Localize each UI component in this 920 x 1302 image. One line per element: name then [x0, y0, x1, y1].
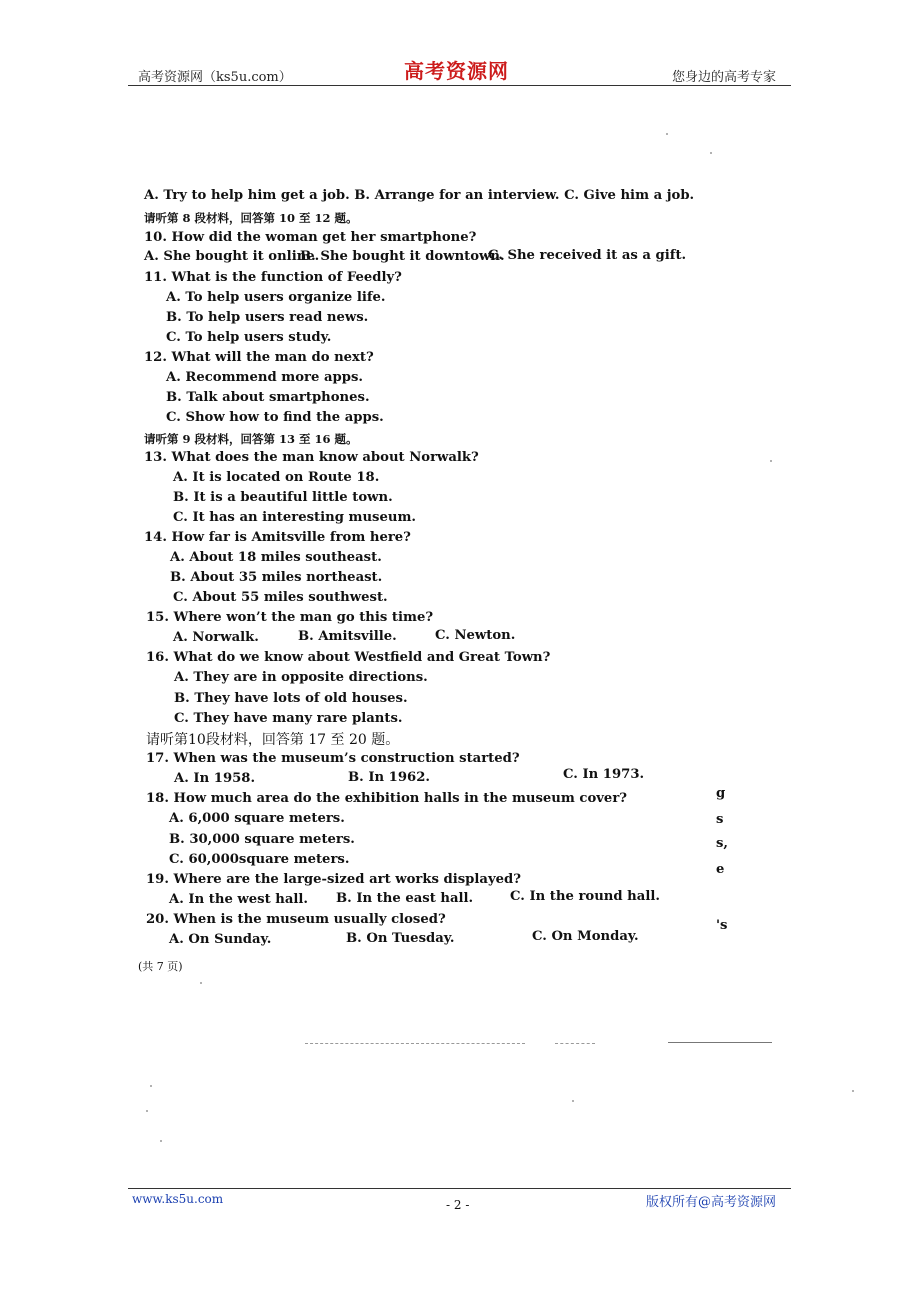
question-18: 18. How much area do the exhibition halls in the museum cover?: [146, 791, 627, 806]
scan-noise-line: [305, 1043, 525, 1044]
q14-option-b: B. About 35 miles northeast.: [170, 570, 383, 585]
q16-option-c: C. They have many rare plants.: [174, 711, 403, 726]
scan-noise-line: [668, 1042, 772, 1043]
scan-speck: [852, 1090, 854, 1092]
question-16: 16. What do we know about Westfield and Great Town?: [146, 650, 551, 665]
footer-site-link[interactable]: www.ks5u.com: [132, 1192, 224, 1206]
scan-speck: [710, 152, 712, 154]
scan-speck: [770, 460, 772, 462]
q10-option-a: A. She bought it online.: [144, 249, 320, 264]
q20-option-c: C. On Monday.: [532, 929, 639, 944]
header-slogan: 您身边的高考专家: [672, 70, 777, 85]
scan-speck: [200, 982, 202, 984]
question-11: 11. What is the function of Feedly?: [144, 270, 402, 285]
q13-option-c: C. It has an interesting museum.: [173, 510, 417, 525]
header-logo: 高考资源网: [404, 59, 509, 83]
q9-options: A. Try to help him get a job. B. Arrange for an interview. C. Give him a job.: [144, 188, 695, 203]
question-13: 13. What does the man know about Norwalk?: [144, 450, 479, 465]
q14-option-c: C. About 55 miles southwest.: [173, 590, 388, 605]
q18-option-a: A. 6,000 square meters.: [169, 811, 345, 826]
question-10: 10. How did the woman get her smartphone?: [144, 230, 477, 245]
q13-option-b: B. It is a beautiful little town.: [173, 490, 393, 505]
page-number: - 2 -: [446, 1198, 470, 1212]
q16-option-a: A. They are in opposite directions.: [174, 670, 428, 685]
q11-option-a: A. To help users organize life.: [166, 290, 386, 305]
q16-option-b: B. They have lots of old houses.: [174, 691, 408, 706]
header-site-name: 高考资源网（ks5u.com）: [138, 70, 292, 85]
page-total-note: (共 7 页): [138, 960, 183, 973]
question-15: 15. Where won’t the man go this time?: [146, 610, 434, 625]
q10-option-b: B. She bought it downtown.: [300, 249, 505, 264]
instruction-section-10: 请听第10段材料，回答第 17 至 20 题。: [146, 732, 400, 748]
instruction-section-8: 请听第 8 段材料，回答第 10 至 12 题。: [144, 211, 358, 225]
q12-option-c: C. Show how to find the apps.: [166, 410, 384, 425]
question-19: 19. Where are the large-sized art works displayed?: [146, 872, 521, 887]
q11-option-b: B. To help users read news.: [166, 310, 369, 325]
q12-option-b: B. Talk about smartphones.: [166, 390, 370, 405]
q17-option-c: C. In 1973.: [563, 767, 645, 782]
instruction-section-9: 请听第 9 段材料，回答第 13 至 16 题。: [144, 432, 358, 446]
scan-speck: [572, 1100, 574, 1102]
question-14: 14. How far is Amitsville from here?: [144, 530, 411, 545]
q17-option-b: B. In 1962.: [348, 770, 430, 785]
q13-option-a: A. It is located on Route 18.: [173, 470, 380, 485]
scan-speck: [150, 1085, 152, 1087]
q15-option-a: A. Norwalk.: [173, 630, 259, 645]
scan-speck: [146, 1110, 148, 1112]
margin-fragment: g: [716, 786, 726, 801]
q19-option-a: A. In the west hall.: [169, 892, 309, 907]
scan-speck: [666, 133, 668, 135]
margin-fragment: s: [716, 812, 724, 827]
q11-option-c: C. To help users study.: [166, 330, 332, 345]
question-17: 17. When was the museum’s construction started?: [146, 751, 520, 766]
footer-copyright: 版权所有@高考资源网: [646, 1195, 777, 1210]
question-12: 12. What will the man do next?: [144, 350, 374, 365]
q19-option-c: C. In the round hall.: [510, 889, 660, 904]
q15-option-c: C. Newton.: [435, 628, 516, 643]
margin-fragment: 's: [716, 918, 728, 933]
q14-option-a: A. About 18 miles southeast.: [170, 550, 382, 565]
q20-option-a: A. On Sunday.: [169, 932, 272, 947]
q17-option-a: A. In 1958.: [174, 771, 256, 786]
footer-rule: [128, 1188, 791, 1189]
q10-option-c: C. She received it as a gift.: [488, 248, 687, 263]
header-rule: [128, 85, 791, 86]
scan-speck: [160, 1140, 162, 1142]
margin-fragment: s,: [716, 836, 729, 851]
q12-option-a: A. Recommend more apps.: [166, 370, 363, 385]
q18-option-c: C. 60,000square meters.: [169, 852, 350, 867]
q18-option-b: B. 30,000 square meters.: [169, 832, 355, 847]
q15-option-b: B. Amitsville.: [298, 629, 397, 644]
q19-option-b: B. In the east hall.: [336, 891, 474, 906]
question-20: 20. When is the museum usually closed?: [146, 912, 446, 927]
q20-option-b: B. On Tuesday.: [346, 931, 455, 946]
scan-noise-line: [555, 1043, 595, 1044]
margin-fragment: e: [716, 862, 725, 877]
